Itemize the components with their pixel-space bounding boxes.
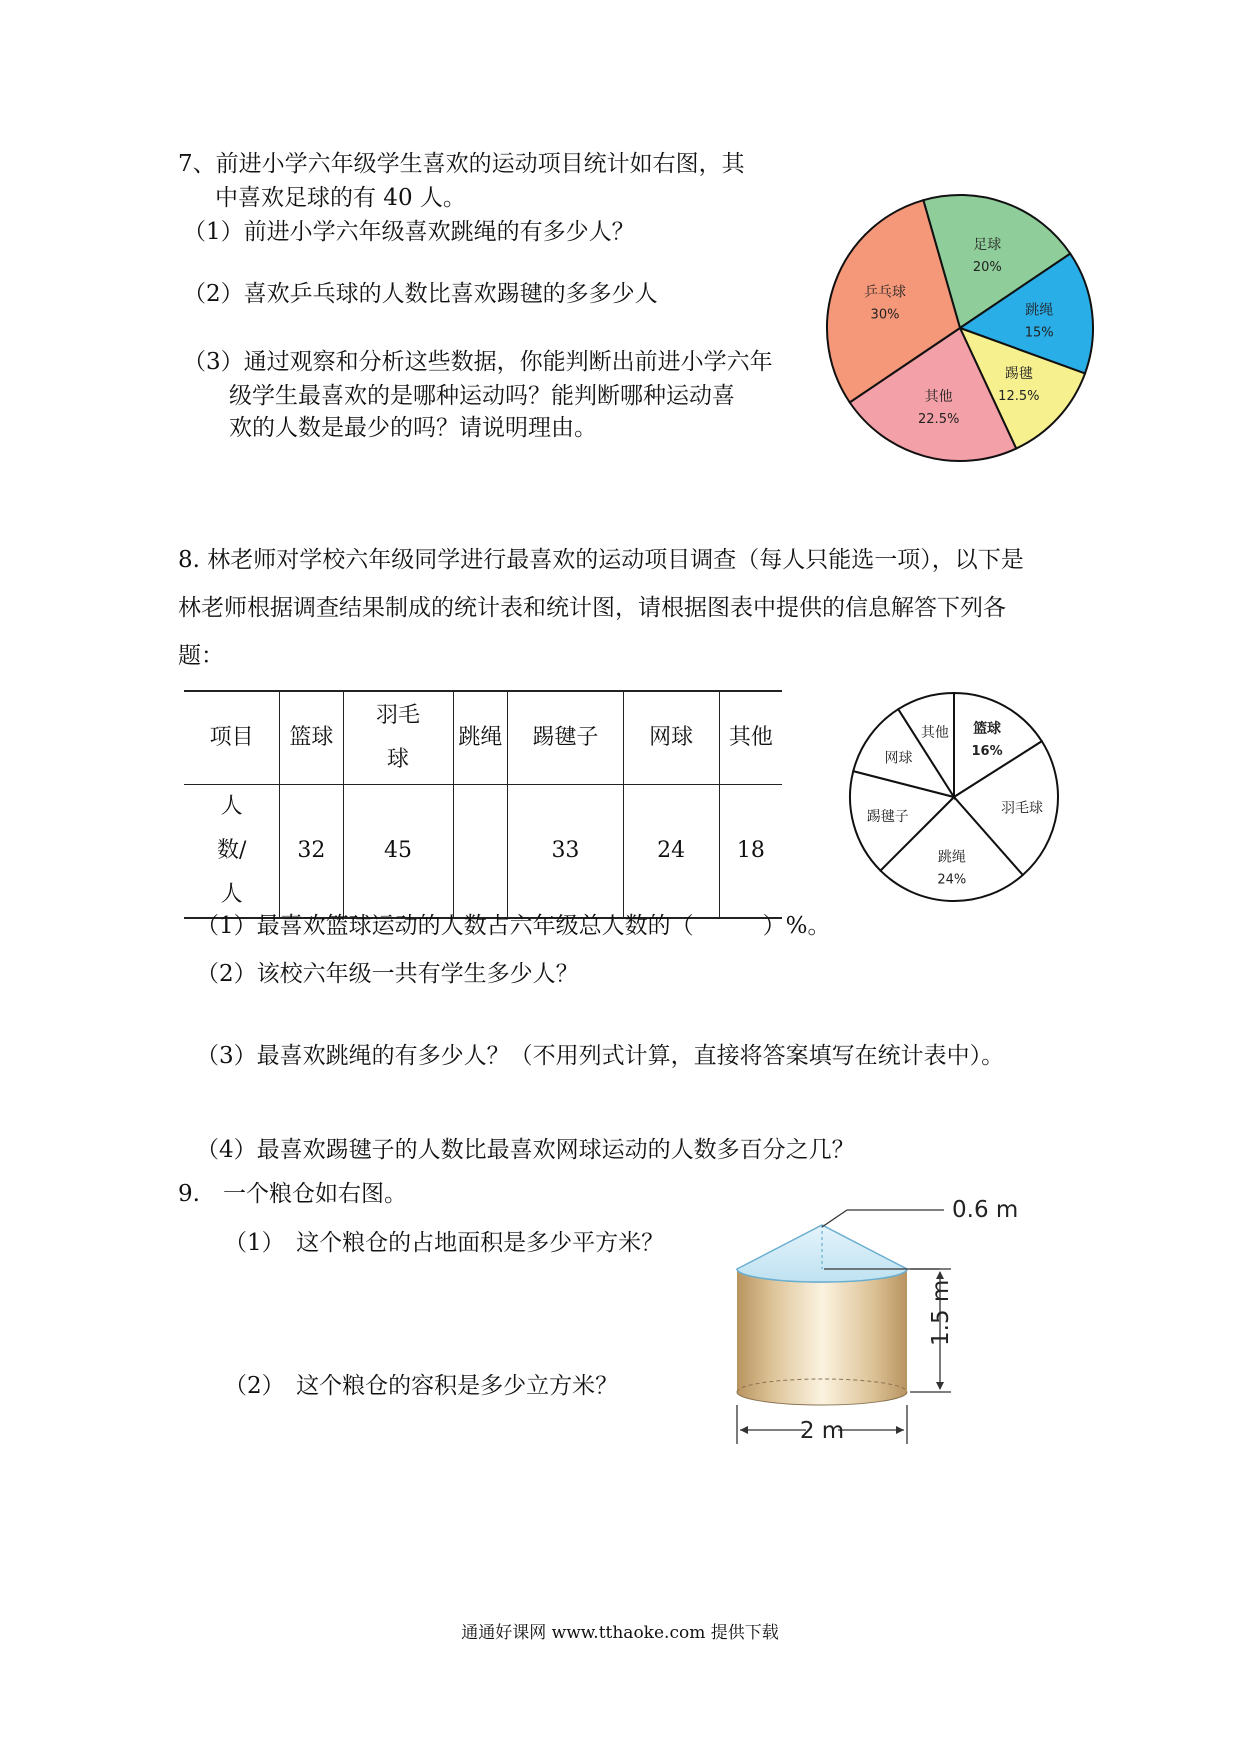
- pie-value-其他: 22.5%: [918, 411, 960, 427]
- diameter-label: 2 m: [799, 1418, 845, 1444]
- q9-sub2: （2） 这个粮仓的容积是多少立方米？: [224, 1373, 619, 1399]
- pie-value-足球: 20%: [972, 260, 1002, 276]
- footer-credit: 通通好课网 www.tthaoke.com 提供下载: [461, 1623, 779, 1643]
- q8-sub4: （4）最喜欢踢毽子的人数比最喜欢网球运动的人数多百分之几？: [196, 1137, 855, 1163]
- q7-line2: 中喜欢足球的有 40 人。: [215, 185, 466, 211]
- pie-label-篮球: 篮球: [973, 720, 1002, 737]
- granary-diagram: [720, 1188, 1040, 1448]
- q9-sub1: （1） 这个粮仓的占地面积是多少平方米？: [224, 1230, 665, 1256]
- pie-value-踢毽: 12.5%: [998, 388, 1040, 404]
- q8-pie-chart: [840, 686, 1070, 906]
- table-row: [184, 785, 782, 919]
- table-row-label: 人数/人: [184, 785, 280, 919]
- pie-label-跳绳: 跳绳: [937, 849, 966, 866]
- pie-label-跳绳: 跳绳: [1025, 302, 1054, 319]
- table-cell: 18: [719, 785, 782, 919]
- table-header-cell: 篮球: [280, 691, 343, 785]
- q7-sub3-line3: 欢的人数是最少的吗？请说明理由。: [229, 415, 597, 441]
- table-header-cell: 踢毽子: [508, 691, 623, 785]
- pie-label-羽毛球: 羽毛球: [1000, 800, 1043, 817]
- granary-body: [737, 1269, 907, 1405]
- survey-table: [184, 690, 782, 919]
- q7-sub3-line1: （3）通过观察和分析这些数据，你能判断出前进小学六年: [183, 349, 773, 375]
- pie-value-跳绳: 15%: [1024, 325, 1054, 341]
- q8-line1: 8. 林老师对学校六年级同学进行最喜欢的运动项目调查（每人只能选一项），以下是: [178, 547, 1024, 573]
- q7-sub3-line2: 级学生最喜欢的是哪种运动吗？能判断哪种运动喜: [229, 383, 735, 409]
- q8-sub1: （1）最喜欢篮球运动的人数占六年级总人数的（ ）%。: [196, 913, 831, 939]
- pie-value-篮球: 16%: [971, 743, 1003, 759]
- cone-height-label: 0.6 m: [952, 1197, 1019, 1223]
- q7-sub1: （1）前进小学六年级喜欢跳绳的有多少人？: [183, 219, 635, 245]
- q7-line1: 7、前进小学六年级学生喜欢的运动项目统计如右图，其: [178, 151, 745, 177]
- table-header-cell: 项目: [184, 691, 280, 785]
- table-cell-blank[interactable]: [453, 785, 508, 919]
- pie-label-其他: 其他: [924, 388, 953, 405]
- pie-label-足球: 足球: [973, 237, 1002, 254]
- pie-value-跳绳: 24%: [937, 872, 967, 888]
- granary-roof: [737, 1225, 907, 1282]
- q9-line1: 9. 一个粮仓如右图。: [178, 1181, 407, 1207]
- table-header-cell: 网球: [623, 691, 719, 785]
- cylinder-height-label: 1.5 m: [928, 1279, 954, 1346]
- table-row: [184, 691, 782, 785]
- q7-sub2: （2）喜欢乒乓球的人数比喜欢踢毽的多多少人: [183, 281, 658, 307]
- table-header-cell: 羽毛球: [343, 691, 453, 785]
- table-header-cell: 跳绳: [453, 691, 508, 785]
- q7-pie-chart: [820, 188, 1100, 468]
- q8-sub3: （3）最喜欢跳绳的有多少人？（不用列式计算，直接将答案填写在统计表中）。: [196, 1043, 1005, 1069]
- table-cell: 32: [280, 785, 343, 919]
- q8-sub2: （2）该校六年级一共有学生多少人？: [196, 961, 579, 987]
- table-cell: 33: [508, 785, 623, 919]
- q8-line2: 林老师根据调查结果制成的统计表和统计图，请根据图表中提供的信息解答下列各: [178, 595, 1006, 621]
- pie-label-乒乓球: 乒乓球: [864, 284, 907, 301]
- pie-label-其他: 其他: [920, 725, 949, 742]
- table-header-cell: 其他: [719, 691, 782, 785]
- pie-value-乒乓球: 30%: [870, 307, 900, 323]
- pie-label-踢毽: 踢毽: [1004, 365, 1033, 382]
- pie-label-网球: 网球: [884, 750, 913, 767]
- pie-label-踢毽子: 踢毽子: [866, 809, 909, 826]
- table-cell: 24: [623, 785, 719, 919]
- table-cell: 45: [343, 785, 453, 919]
- q8-line3: 题：: [178, 643, 224, 669]
